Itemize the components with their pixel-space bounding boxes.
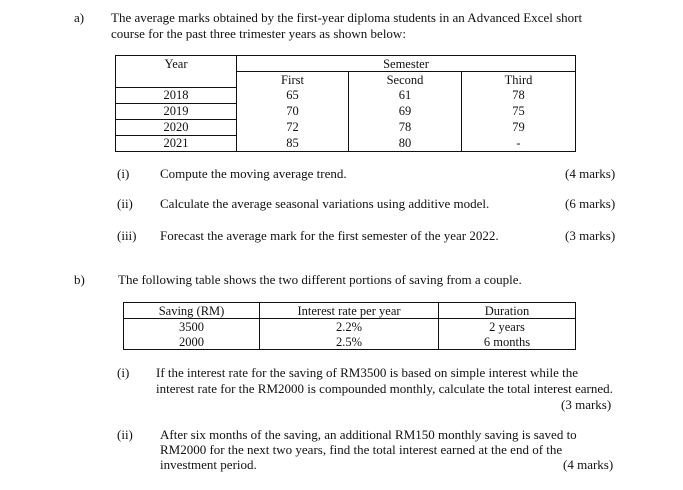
year-cell: 2018 (116, 87, 237, 103)
year-cell: 2019 (116, 103, 237, 119)
table-row (116, 119, 576, 135)
interest-rate-header: Interest rate per year (260, 303, 439, 319)
question-b-ii-line1: After six months of the saving, an additional RM150 monthly saving is saved to (160, 427, 577, 442)
value-cell: 72 (237, 119, 349, 135)
part-b-intro: The following table shows the two different portions of saving from a couple. (118, 272, 522, 287)
interest-rate-cell: 2.5% (260, 334, 439, 350)
value-cell: 79 (462, 119, 576, 135)
table-row (116, 103, 576, 119)
part-a-intro-line1: The average marks obtained by the first-year diploma students in an Advanced Excel short (111, 10, 583, 25)
saving-cell: 2000 (124, 334, 260, 350)
semester-col-second: Second (349, 72, 462, 88)
saving-table (123, 302, 576, 350)
value-cell: - (462, 135, 576, 151)
marks-table (115, 55, 576, 152)
table-row (116, 135, 576, 151)
saving-cell: 3500 (124, 319, 260, 335)
value-cell: 70 (237, 103, 349, 119)
question-b-ii-line2: RM2000 for the next two years, find the total interest earned at the end of the (160, 442, 563, 457)
question-a-iii-marks: (3 marks) (565, 228, 616, 243)
duration-cell: 6 months (439, 334, 576, 350)
year-cell: 2020 (116, 119, 237, 135)
year-cell: 2021 (116, 135, 237, 151)
question-a-ii-text: Calculate the average seasonal variations using additive model. (160, 196, 490, 211)
part-b-label: b) (74, 272, 85, 287)
question-a-ii-number: (ii) (117, 196, 133, 211)
semester-col-third: Third (462, 72, 576, 88)
question-a-i-marks: (4 marks) (565, 166, 616, 181)
question-a-iii-text: Forecast the average mark for the first semester of the year 2022. (160, 228, 499, 243)
duration-cell: 2 years (439, 319, 576, 335)
question-b-i-line2: interest rate for the RM2000 is compounded monthly, calculate the total interest earned. (156, 381, 613, 396)
value-cell: 69 (349, 103, 462, 119)
question-a-iii-number: (iii) (117, 228, 137, 243)
question-a-i-number: (i) (117, 166, 130, 181)
question-b-ii-line3: investment period. (160, 457, 257, 472)
part-a-intro-line2: course for the past three trimester years as shown below: (111, 26, 406, 41)
duration-header: Duration (439, 303, 576, 319)
part-a-label: a) (74, 10, 85, 25)
interest-rate-cell: 2.2% (260, 319, 439, 335)
value-cell: 85 (237, 135, 349, 151)
table-row (124, 319, 576, 335)
table-row (116, 87, 576, 103)
saving-header: Saving (RM) (124, 303, 260, 319)
value-cell: 80 (349, 135, 462, 151)
question-b-ii-marks: (4 marks) (563, 457, 614, 472)
question-a-i-text: Compute the moving average trend. (160, 166, 347, 181)
question-b-ii-number: (ii) (117, 427, 133, 442)
table-row (124, 334, 576, 350)
question-a-ii-marks: (6 marks) (565, 196, 616, 211)
value-cell: 78 (462, 87, 576, 103)
year-header: Year (116, 56, 237, 72)
value-cell: 61 (349, 87, 462, 103)
value-cell: 75 (462, 103, 576, 119)
value-cell: 65 (237, 87, 349, 103)
value-cell: 78 (349, 119, 462, 135)
question-b-i-marks: (3 marks) (561, 397, 612, 412)
question-b-i-number: (i) (117, 365, 130, 380)
semester-header: Semester (237, 56, 576, 72)
year-header-spacer (116, 72, 237, 88)
semester-col-first: First (237, 72, 349, 88)
question-b-i-line1: If the interest rate for the saving of RM3500 is based on simple interest while the (156, 365, 579, 380)
